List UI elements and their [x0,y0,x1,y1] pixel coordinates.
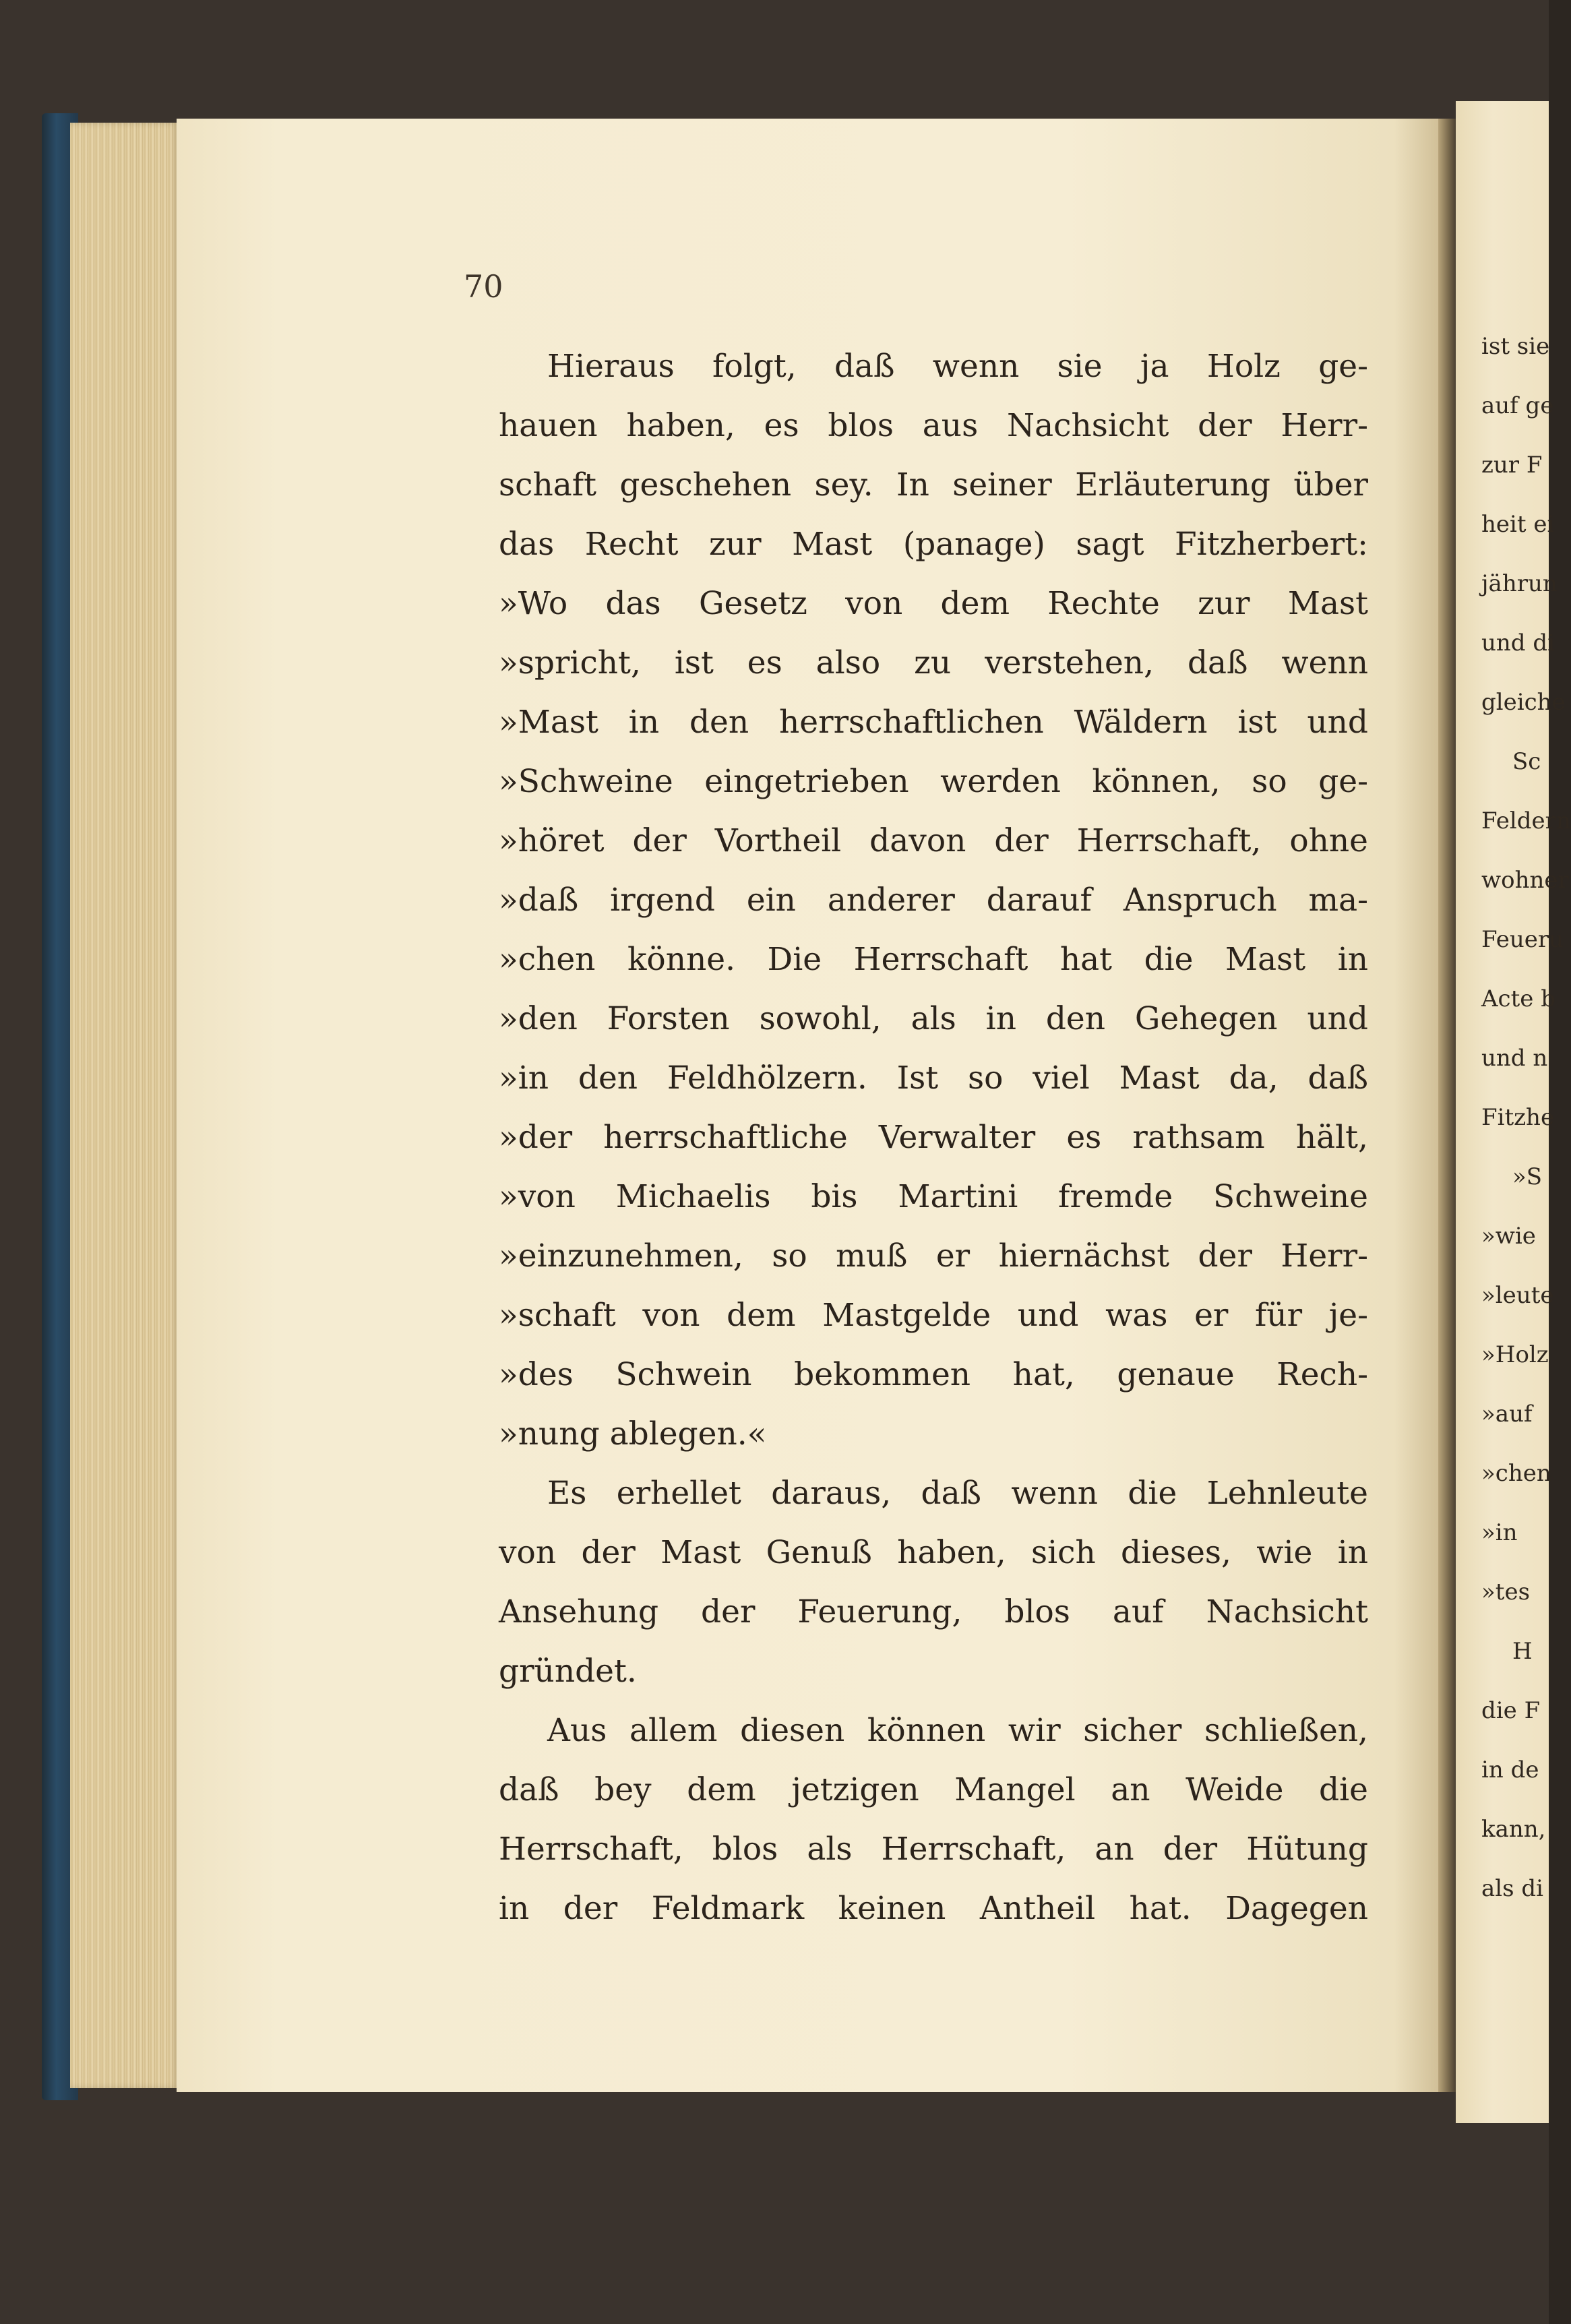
facing-line: und di [1481,630,1555,656]
text-line: gründet. [499,1653,637,1690]
facing-line: zur F [1481,452,1543,479]
text-line: »des Schwein bekommen hat, genaue Rech- [499,1356,1368,1393]
facing-line: »S [1512,1163,1543,1190]
text-line: hauen haben, es blos aus Nachsicht der Herr- [499,407,1368,444]
text-line: »Mast in den herrschaftlichen Wäldern ist und [499,704,1368,741]
facing-line: in de [1481,1756,1539,1783]
facing-line: »auf [1481,1401,1533,1428]
text-line: schaft geschehen sey. In seiner Erläuterung über [499,466,1368,503]
facing-line: Feldern [1481,807,1571,834]
text-line: »von Michaelis bis Martini fremde Schweine [499,1178,1368,1215]
facing-line: auf ge [1481,392,1554,419]
facing-line: ist sie [1481,333,1550,360]
text-line: »Schweine eingetrieben werden können, so ge- [499,763,1368,800]
facing-line: »in [1481,1519,1518,1546]
text-line: »einzunehmen, so muß er hiernächst der Herr- [499,1237,1368,1275]
text-line: »spricht, ist es also zu verstehen, daß wenn [499,644,1368,681]
facing-line: wohner [1481,867,1569,894]
text-line: Es erhellet daraus, daß wenn die Lehnleute [547,1475,1368,1512]
text-line: »in den Feldhölzern. Ist so viel Mast da, daß [499,1060,1368,1097]
facing-line: »wie [1481,1223,1536,1250]
text-line: »nung ablegen.« [499,1415,767,1452]
facing-line: jährun [1481,570,1558,597]
text-line: »Wo das Gesetz von dem Rechte zur Mast [499,585,1368,622]
text-line: Hieraus folgt, daß wenn sie ja Holz ge- [547,348,1368,385]
text-line: Herrschaft, blos als Herrschaft, an der Hütung [499,1831,1368,1868]
facing-line: die F [1481,1697,1541,1724]
text-line: »chen könne. Die Herrschaft hat die Mast in [499,941,1368,978]
text-line: »der herrschaftliche Verwalter es rathsam hält, [499,1119,1368,1156]
text-line: »schaft von dem Mastgelde und was er für je- [499,1297,1368,1334]
facing-line: gleiche [1481,689,1566,716]
facing-line: Acte b [1481,985,1555,1012]
page-text [499,337,1368,1938]
facing-line: Feueru [1481,926,1564,953]
facing-line: kann, [1481,1816,1546,1843]
text-line: das Recht zur Mast (panage) sagt Fitzherbert: [499,526,1368,563]
facing-line: »leute [1481,1282,1554,1309]
facing-line: »tes [1481,1579,1531,1606]
text-line: daß bey dem jetzigen Mangel an Weide die [499,1771,1368,1808]
facing-line: Fitzhe [1481,1104,1555,1131]
text-line: »höret der Vortheil davon der Herrschaft, ohne [499,822,1368,859]
facing-line: als di [1481,1875,1544,1902]
text-line: von der Mast Genuß haben, sich dieses, wie in [499,1534,1368,1571]
text-line: in der Feldmark keinen Antheil hat. Dagegen [499,1890,1368,1927]
text-line: Ansehung der Feuerung, blos auf Nachsicht [499,1593,1368,1630]
text-line: »den Forsten sowohl, als in den Gehegen und [499,1000,1368,1037]
facing-line: »chen [1481,1460,1551,1487]
facing-line: Sc [1512,748,1541,775]
text-line: »daß irgend ein anderer darauf Anspruch ma- [499,882,1368,919]
page-number: 70 [464,268,503,305]
facing-line: »Holz [1481,1341,1549,1368]
page-edges [70,123,179,2088]
facing-page-text [1481,317,1571,1918]
facing-line: heit ei [1481,511,1555,538]
facing-line: und n [1481,1045,1548,1072]
text-line: Aus allem diesen können wir sicher schließen, [547,1712,1368,1749]
facing-line: H [1512,1638,1533,1665]
